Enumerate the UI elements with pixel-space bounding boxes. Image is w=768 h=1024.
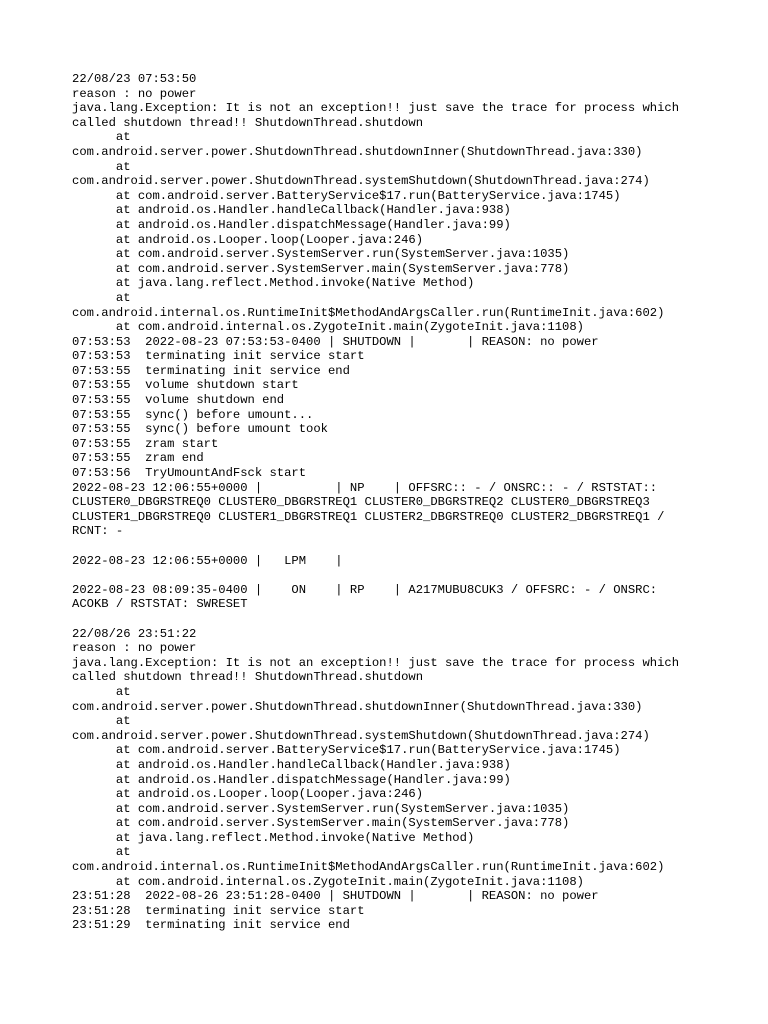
log-line: ACOKB / RSTSTAT: SWRESET	[72, 597, 248, 612]
log-line: com.android.server.power.ShutdownThread.systemShutdown(ShutdownThread.java:274)	[72, 728, 650, 743]
log-line: at	[72, 290, 131, 305]
log-line: 23:51:28 terminating init service start	[72, 903, 365, 918]
log-line: at	[72, 130, 131, 145]
log-line: 2022-08-23 08:09:35-0400 | ON | RP | A217MUBU8CUK3 / OFFSRC: - / ONSRC:	[72, 582, 658, 597]
log-line: at com.android.server.SystemServer.main(SystemServer.java:778)	[72, 261, 570, 276]
log-line	[72, 568, 752, 583]
log-line: com.android.server.power.ShutdownThread.shutdownInner(ShutdownThread.java:330)	[72, 699, 643, 714]
log-line: 07:53:55 sync() before umount took	[72, 422, 328, 437]
log-line: RCNT: -	[72, 524, 124, 539]
log-line: at	[72, 159, 131, 174]
log-line	[72, 612, 752, 627]
log-line: at android.os.Handler.handleCallback(Handler.java:938)	[72, 203, 511, 218]
log-line: java.lang.Exception: It is not an exception!! just save the trace for process which	[72, 101, 680, 116]
log-line: reason : no power	[72, 86, 197, 101]
log-line: at java.lang.reflect.Method.invoke(Native Method)	[72, 276, 475, 291]
log-line: at android.os.Handler.dispatchMessage(Handler.java:99)	[72, 217, 511, 232]
log-line: at java.lang.reflect.Method.invoke(Native Method)	[72, 830, 475, 845]
log-line: 2022-08-23 12:06:55+0000 | | NP | OFFSRC:: - / ONSRC:: - / RSTSTAT::	[72, 480, 658, 495]
log-line: 07:53:55 volume shutdown start	[72, 378, 299, 393]
log-line: at com.android.server.BatteryService$17.run(BatteryService.java:1745)	[72, 743, 621, 758]
log-line: at com.android.server.SystemServer.main(SystemServer.java:778)	[72, 816, 570, 831]
log-line: 07:53:56 TryUmountAndFsck start	[72, 466, 307, 481]
log-line: at	[72, 684, 131, 699]
log-line: 2022-08-23 12:06:55+0000 | LPM |	[72, 553, 343, 568]
log-line: 07:53:53 2022-08-23 07:53:53-0400 | SHUTDOWN | | REASON: no power	[72, 334, 599, 349]
log-line: at android.os.Handler.dispatchMessage(Handler.java:99)	[72, 772, 511, 787]
log-line: 07:53:55 sync() before umount...	[72, 407, 314, 422]
log-line: 07:53:53 terminating init service start	[72, 349, 365, 364]
log-line: at com.android.server.BatteryService$17.run(BatteryService.java:1745)	[72, 188, 621, 203]
log-line: com.android.server.power.ShutdownThread.shutdownInner(ShutdownThread.java:330)	[72, 144, 643, 159]
log-line	[72, 539, 752, 554]
log-line: at	[72, 714, 131, 729]
log-line: 07:53:55 volume shutdown end	[72, 393, 285, 408]
log-line: called shutdown thread!! ShutdownThread.shutdown	[72, 115, 424, 130]
log-line: at android.os.Looper.loop(Looper.java:246)	[72, 232, 424, 247]
log-line: at	[72, 845, 131, 860]
log-line: 23:51:28 2022-08-26 23:51:28-0400 | SHUTDOWN | | REASON: no power	[72, 889, 599, 904]
log-line: at com.android.server.SystemServer.run(SystemServer.java:1035)	[72, 801, 570, 816]
log-line: java.lang.Exception: It is not an exception!! just save the trace for process which	[72, 655, 680, 670]
log-line: at android.os.Handler.handleCallback(Handler.java:938)	[72, 757, 511, 772]
log-line: 07:53:55 zram start	[72, 436, 219, 451]
log-line: 22/08/23 07:53:50	[72, 72, 197, 86]
log-line: at android.os.Looper.loop(Looper.java:246)	[72, 787, 424, 802]
log-line: com.android.internal.os.RuntimeInit$MethodAndArgsCaller.run(RuntimeInit.java:602)	[72, 305, 665, 320]
log-line: 22/08/26 23:51:22	[72, 626, 197, 641]
log-line: 07:53:55 zram end	[72, 451, 204, 466]
log-line: 07:53:55 terminating init service end	[72, 363, 350, 378]
log-line: at com.android.server.SystemServer.run(SystemServer.java:1035)	[72, 247, 570, 262]
log-line: reason : no power	[72, 641, 197, 656]
log-line: called shutdown thread!! ShutdownThread.shutdown	[72, 670, 424, 685]
log-line: com.android.internal.os.RuntimeInit$MethodAndArgsCaller.run(RuntimeInit.java:602)	[72, 860, 665, 875]
log-document	[72, 72, 752, 933]
log-line: CLUSTER0_DBGRSTREQ0 CLUSTER0_DBGRSTREQ1 CLUSTER0_DBGRSTREQ2 CLUSTER0_DBGRSTREQ3	[72, 495, 650, 510]
log-line: 23:51:29 terminating init service end	[72, 918, 350, 933]
log-line: at com.android.internal.os.ZygoteInit.main(ZygoteInit.java:1108)	[72, 874, 584, 889]
log-line: CLUSTER1_DBGRSTREQ0 CLUSTER1_DBGRSTREQ1 CLUSTER2_DBGRSTREQ0 CLUSTER2_DBGRSTREQ1 /	[72, 509, 665, 524]
log-line: at com.android.internal.os.ZygoteInit.main(ZygoteInit.java:1108)	[72, 320, 584, 335]
log-line: com.android.server.power.ShutdownThread.systemShutdown(ShutdownThread.java:274)	[72, 174, 650, 189]
